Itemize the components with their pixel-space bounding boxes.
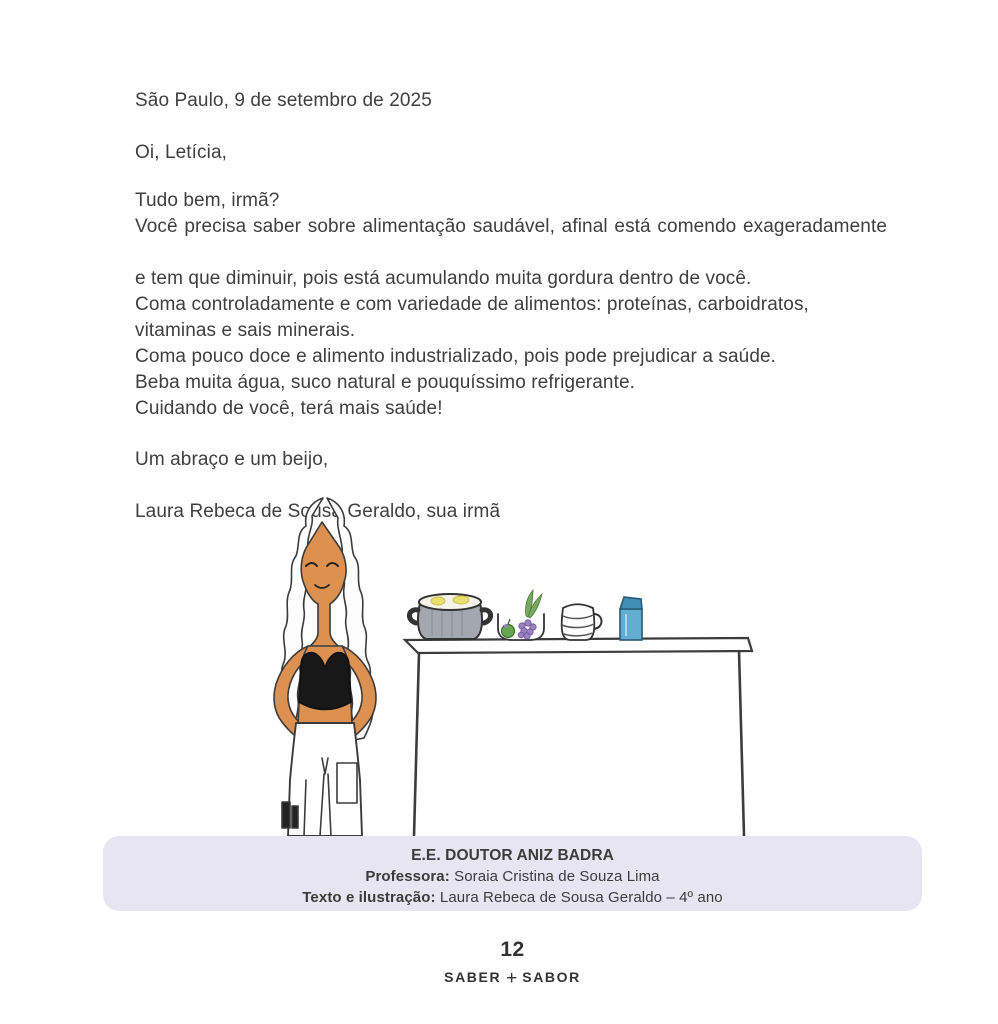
woman-pants (282, 723, 362, 836)
school-name: E.E. DOUTOR ANIZ BADRA (411, 847, 614, 864)
table-right-edge (739, 651, 744, 836)
teacher-name: Soraia Cristina de Souza Lima (454, 868, 660, 885)
letter-body-line: Você precisa saber sobre alimentação saudável, afinal está comendo exageradamente (135, 216, 887, 237)
letter-body (135, 188, 887, 422)
teacher-label: Professora: (365, 868, 450, 885)
pot (409, 594, 490, 639)
pot-food (453, 596, 469, 604)
woman-figure (274, 498, 376, 836)
pants-patch (292, 806, 298, 828)
letter-closing: Um abraço e um beijo, (135, 449, 329, 470)
pot-handle (482, 610, 491, 623)
letter-body-line: Coma pouco doce e alimento industrializado, pois pode prejudicar a saúde. (135, 346, 777, 367)
letter-body-line: Coma controladamente e com variedade de alimentos: proteínas, carboidratos, (135, 294, 809, 315)
publication-name (103, 968, 922, 990)
pot-food (431, 597, 445, 605)
milk-carton (620, 597, 642, 640)
credits-band (103, 836, 922, 911)
plus-sign: + (506, 968, 518, 989)
letter-dateline: São Paulo, 9 de setembro de 2025 (135, 90, 432, 111)
teacher-credit (103, 866, 922, 887)
author-name: Laura Rebeca de Sousa Geraldo – 4º ano (439, 889, 723, 906)
pot-handle (409, 610, 418, 623)
mug (562, 604, 602, 640)
letter-signature: Laura Rebeca de Sousa Geraldo, sua irmã (135, 501, 501, 522)
pants-pocket (337, 763, 357, 803)
page-number: 12 (500, 938, 525, 961)
publication-left: SABER (444, 969, 502, 985)
table-left-edge (414, 653, 419, 836)
illustration-svg (260, 490, 810, 836)
letter-greeting: Oi, Letícia, (135, 142, 228, 163)
fruit-bowl (498, 590, 544, 640)
letter-body-line: vitaminas e sais minerais. (135, 320, 356, 341)
publication-right: SABOR (522, 969, 581, 985)
letter (135, 88, 887, 525)
page-footer (103, 938, 922, 990)
pants-patch (282, 802, 290, 828)
author-credit (103, 887, 922, 908)
author-label: Texto e ilustração: (302, 889, 436, 906)
letter-body-line: Cuidando de você, terá mais saúde! (135, 398, 443, 419)
table (405, 638, 752, 836)
letter-body-line: Beba muita água, suco natural e pouquíssimo refrigerante. (135, 372, 635, 393)
letter-body-line: Tudo bem, irmã? (135, 190, 280, 211)
illustration (260, 490, 810, 836)
letter-body-line: e tem que diminuir, pois está acumulando muita gordura dentro de você. (135, 268, 752, 289)
green-fruit (502, 625, 515, 638)
